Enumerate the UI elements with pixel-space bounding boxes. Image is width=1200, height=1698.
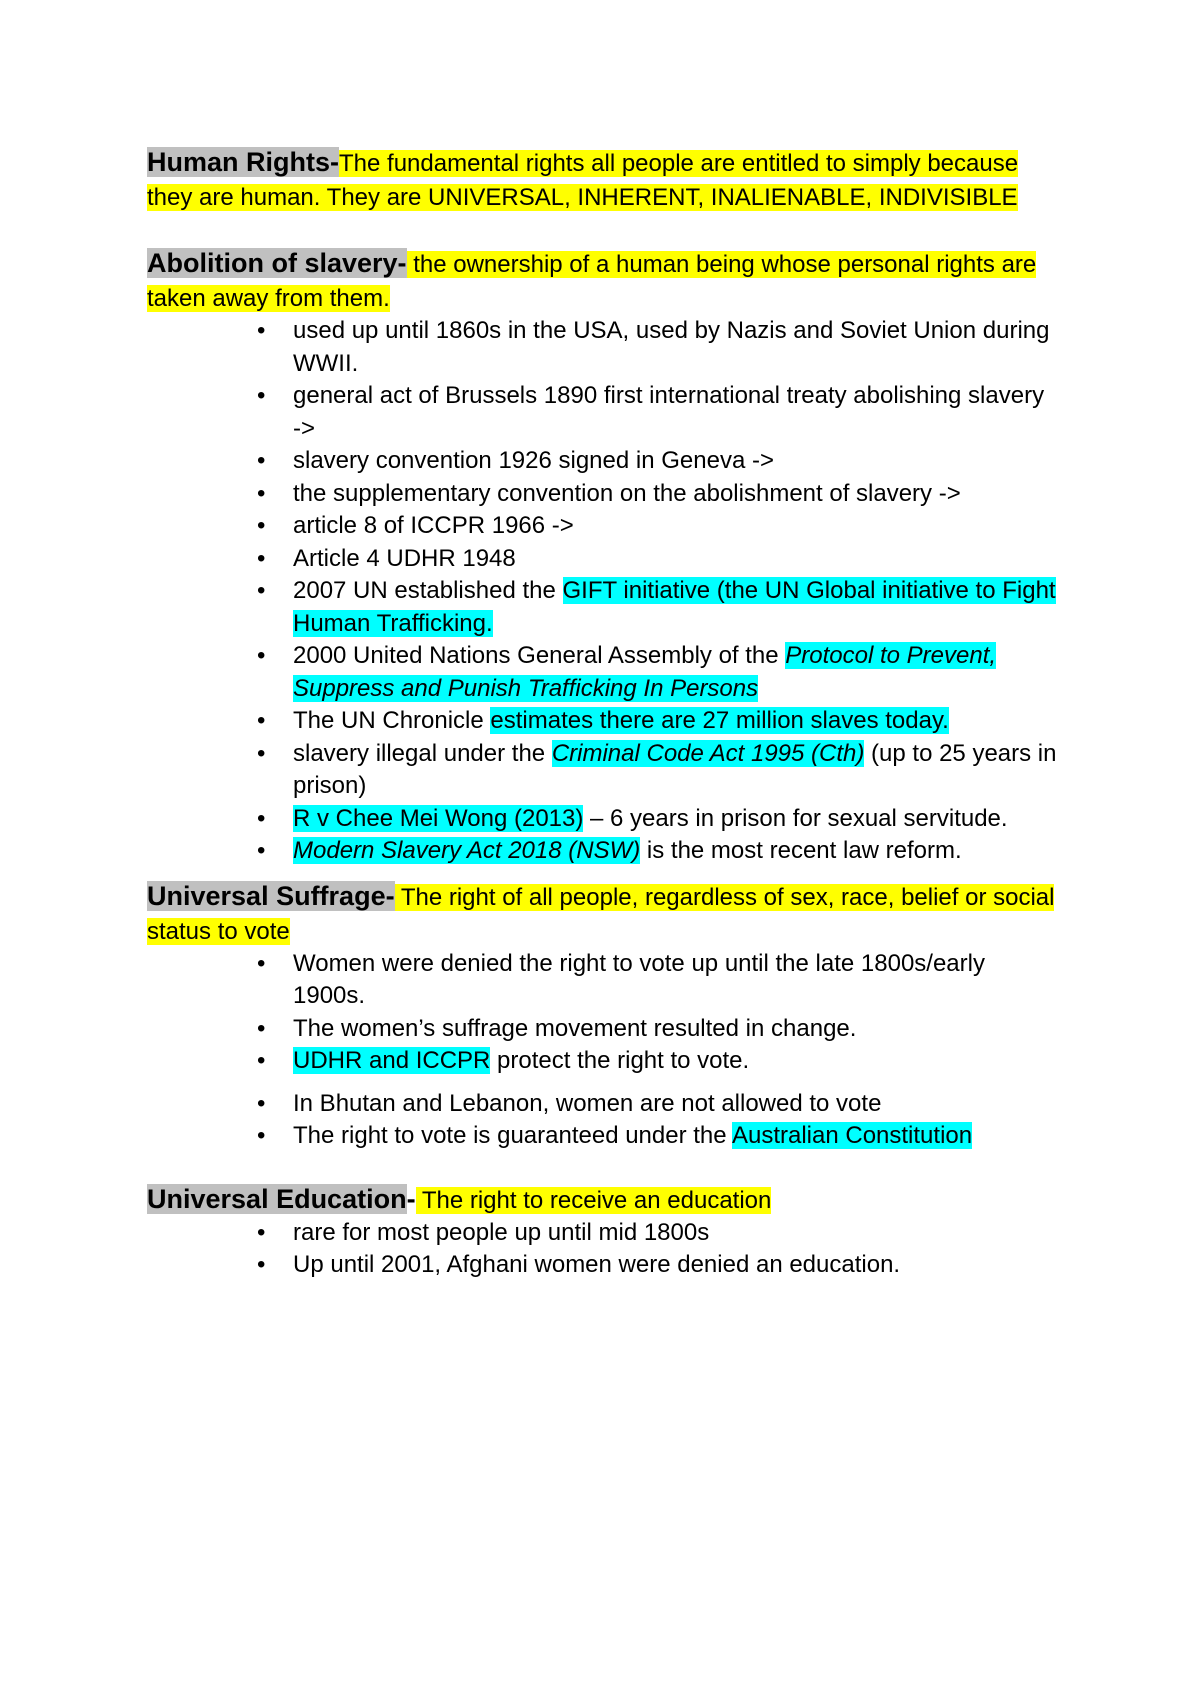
education-definition: The right to receive an education <box>415 1186 772 1214</box>
modern-slavery-act-highlight: Modern Slavery Act 2018 (NSW) <box>293 837 641 864</box>
slavery-title: Abolition of slavery- <box>147 248 407 278</box>
list-item-text: The women’s suffrage movement resulted in change. <box>293 1014 857 1042</box>
suffrage-heading <box>147 880 1067 948</box>
list-item-text: rare for most people up until mid 1800s <box>293 1218 710 1246</box>
list-item-text: Women were denied the right to vote up until the late 1800s/early 1900s. <box>293 949 985 1009</box>
list-item-text: protect the right to vote. <box>490 1047 750 1074</box>
list-item-text: In Bhutan and Lebanon, women are not allowed to vote <box>293 1089 882 1117</box>
list-item <box>293 948 1067 1013</box>
list-item <box>293 445 1067 478</box>
list-item-text: 2000 United Nations General Assembly of the <box>293 642 786 669</box>
list-item <box>293 543 1067 576</box>
list-item <box>293 1045 1067 1078</box>
list-item-text: the supplementary convention on the abolishment of slavery -> <box>293 479 961 507</box>
list-item-text: Up until 2001, Afghani women were denied an education. <box>293 1251 901 1278</box>
education-dash: - <box>406 1183 416 1214</box>
section-slavery <box>147 247 1067 868</box>
criminal-code-highlight: Criminal Code Act 1995 (Cth) <box>551 739 865 767</box>
list-item <box>293 1120 1067 1153</box>
list-item-text: general act of Brussels 1890 first international treaty abolishing slavery -> <box>293 382 1045 442</box>
list-item-text: (up to 25 years in prison) <box>293 739 1057 799</box>
list-item-text: slavery illegal under the <box>293 739 552 767</box>
protocol-highlight: Protocol to Prevent, Suppress and Punish Trafficking In Persons <box>293 642 997 702</box>
list-item-text: The UN Chronicle <box>293 707 491 734</box>
section-suffrage <box>147 880 1067 1153</box>
suffrage-list-continued <box>147 1088 1067 1153</box>
list-item <box>293 705 1067 738</box>
human-rights-attributes: They are UNIVERSAL, INHERENT, INALIENABLE, INDIVISIBLE <box>320 184 1018 211</box>
list-item-text: article 8 of ICCPR 1966 -> <box>293 512 574 539</box>
constitution-highlight: Australian Constitution <box>731 1122 973 1149</box>
list-item <box>293 1217 1067 1250</box>
human-rights-title: Human Rights- <box>147 147 339 177</box>
list-item <box>293 575 1067 640</box>
list-item-text: slavery convention 1926 signed in Geneva -> <box>293 447 774 474</box>
list-item <box>293 738 1067 803</box>
spacer <box>147 868 1067 880</box>
udhr-iccpr-highlight: UDHR and ICCPR <box>293 1047 491 1074</box>
list-item <box>293 835 1067 868</box>
list-item <box>293 510 1067 543</box>
list-item <box>293 478 1067 511</box>
list-item <box>293 380 1067 445</box>
slavery-list <box>147 315 1067 868</box>
suffrage-list <box>147 948 1067 1078</box>
gift-initiative-highlight: GIFT initiative (the UN Global initiative to Fight Human Trafficking. <box>293 577 1056 637</box>
list-item-text: 2007 UN established the <box>293 577 563 604</box>
list-item <box>293 1088 1067 1121</box>
section-education <box>147 1183 1067 1282</box>
list-item-text: The right to vote is guaranteed under the <box>293 1122 732 1149</box>
list-item <box>293 1249 1067 1282</box>
spacer <box>147 214 1067 247</box>
spacer <box>147 1153 1067 1183</box>
education-list <box>147 1217 1067 1282</box>
human-rights-heading <box>147 146 1067 214</box>
list-item-text: – 6 years in prison for sexual servitude. <box>583 804 1008 832</box>
education-heading <box>147 1183 1067 1217</box>
list-item <box>293 315 1067 380</box>
document-content <box>147 146 1067 1282</box>
slavery-definition: the ownership of a human being whose personal rights are taken away from them. <box>147 251 1037 312</box>
list-item <box>293 1013 1067 1046</box>
suffrage-title: Universal Suffrage- <box>147 880 395 911</box>
slavery-heading <box>147 247 1067 315</box>
list-item-text: Article 4 UDHR 1948 <box>293 544 516 572</box>
section-human-rights <box>147 146 1067 214</box>
suffrage-definition: The right of all people, regardless of sex, race, belief or social status to vote <box>147 883 1055 945</box>
list-item <box>293 803 1067 836</box>
education-title: Universal Education <box>147 1183 407 1214</box>
spacer <box>147 1078 1067 1088</box>
list-item-text: is the most recent law reform. <box>640 837 962 864</box>
case-highlight: R v Chee Mei Wong (2013) <box>293 804 584 832</box>
list-item <box>293 640 1067 705</box>
slaves-estimate-highlight: estimates there are 27 million slaves today. <box>490 707 949 734</box>
list-item-text: used up until 1860s in the USA, used by Nazis and Soviet Union during WWII. <box>293 317 1050 377</box>
human-rights-definition: The fundamental rights all people are entitled to simply because they are human. <box>147 150 1019 211</box>
